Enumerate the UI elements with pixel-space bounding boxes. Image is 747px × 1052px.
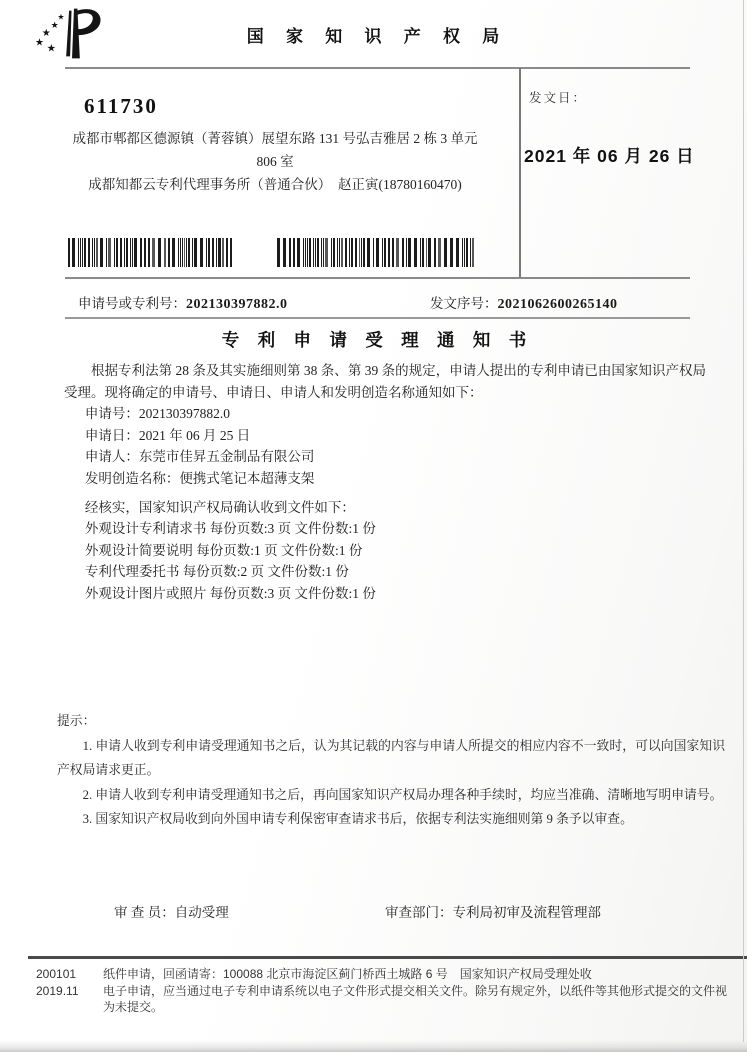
- intro-paragraph: 根据专利法第 28 条及其实施细则第 38 条、第 39 条的规定，申请人提出的专利申请已由国家知识产权局受理。现将确定的申请号、申请日、申请人和发明创造名称通知如下：: [64, 363, 706, 400]
- agency-title: 国 家 知 识 产 权 局: [246, 27, 509, 46]
- tips-section: [57, 709, 725, 832]
- field-row: [64, 425, 706, 447]
- page-scan-edge: [743, 0, 744, 1042]
- received-item: 外观设计简要说明 每份页数:1 页 文件份数:1 份: [84, 542, 363, 558]
- address-line: 成都知都云专利代理事务所（普通合伙） 赵正寅(18780160470): [88, 177, 462, 192]
- tips-title: 提示：: [57, 714, 96, 728]
- tip-item: 1. 申请人收到专利申请受理通知书之后，认为其记载的内容与申请人所提交的相应内容不一致时，可以向国家知识产权局请求更正。: [57, 738, 725, 777]
- field-label: 发明创造名称：: [84, 470, 180, 486]
- footer-codes: [36, 966, 79, 999]
- received-item: 外观设计图片或照片 每份页数:3 页 文件份数:1 份: [84, 585, 376, 601]
- serial-number-row: [430, 292, 618, 313]
- department-label: 审查部门：: [385, 905, 453, 920]
- serial-number-value: 2021062600265140: [497, 297, 618, 312]
- field-value: 东莞市佳昇五金制品有限公司: [138, 449, 315, 465]
- serial-number-label: 发文序号：: [430, 296, 498, 311]
- department-row: [385, 901, 601, 921]
- field-value: 便携式笔记本超薄支架: [179, 470, 315, 486]
- star-icon: ★: [50, 20, 59, 31]
- footer-note: 电子申请，应当通过电子专利申请系统以电子文件形式提交相关文件。除另有规定外，以纸件等其他形式提交的文件视为未提交。: [103, 983, 728, 1014]
- notice-body: [64, 360, 706, 605]
- postal-code: 611730: [84, 94, 158, 118]
- star-icon: ★: [41, 27, 51, 39]
- examiner-value: 自动受理: [174, 905, 229, 920]
- address-line: 成都市郫都区德源镇（菁蓉镇）展望东路 131 号弘吉雅居 2 栋 3 单元: [72, 131, 478, 146]
- field-value: 202130397882.0: [138, 406, 231, 422]
- barcode-right: [277, 238, 477, 267]
- barcode-left: [68, 238, 238, 267]
- footer-divider: [28, 956, 747, 959]
- examiner-row: [114, 901, 229, 921]
- star-icon: ★: [34, 37, 44, 49]
- field-value: 2021 年 06 月 25 日: [138, 427, 251, 443]
- date-box-divider: [519, 68, 521, 277]
- page-bottom-edge: [0, 1040, 747, 1052]
- footer-form-code: 200101: [36, 967, 77, 981]
- field-label: 申请号：: [84, 406, 139, 422]
- notice-title: 专 利 申 请 受 理 通 知 书: [221, 330, 534, 350]
- tip-item: 3. 国家知识产权局收到向外国申请专利保密审查请求书后，依据专利法实施细则第 9 条予以审查。: [82, 812, 633, 826]
- issue-date-value: 2021 年 06 月 26 日: [524, 146, 695, 166]
- examiner-label: 审 查 员：: [114, 905, 175, 920]
- application-number-value: 202130397882.0: [186, 297, 288, 312]
- header-divider: [65, 67, 690, 69]
- received-item: 专利代理委托书 每份页数:2 页 文件份数:1 份: [84, 564, 349, 580]
- department-value: 专利局初审及流程管理部: [452, 905, 601, 920]
- field-row: [64, 446, 706, 468]
- star-icon: ★: [46, 42, 57, 55]
- footer-note: 纸件申请，回函请寄：100088 北京市海淀区蓟门桥西土城路 6 号 国家知识产权局受理处收: [103, 967, 592, 981]
- footer-form-date: 2019.11: [36, 983, 79, 998]
- star-icon: ★: [57, 12, 65, 22]
- barcode-divider: [65, 277, 690, 279]
- tip-item: 2. 申请人收到专利申请受理通知书之后，再向国家知识产权局办理各种手续时，均应当准确、清晰地写明申请号。: [82, 787, 723, 802]
- footer-notes: [103, 966, 727, 1016]
- issue-date-label: 发文日：: [529, 91, 588, 105]
- received-header: 经核实，国家知识产权局确认收到文件如下：: [84, 499, 355, 515]
- received-item: 外观设计专利请求书 每份页数:3 页 文件份数:1 份: [84, 521, 376, 537]
- recipient-address: [60, 127, 490, 196]
- field-label: 申请日：: [84, 427, 139, 443]
- field-row: [64, 468, 706, 490]
- meta-divider: [65, 317, 690, 319]
- application-number-row: [78, 292, 288, 313]
- application-number-label: 申请号或专利号：: [78, 296, 186, 311]
- field-label: 申请人：: [84, 449, 139, 465]
- address-line: 806 室: [256, 154, 294, 169]
- field-row: [64, 403, 706, 425]
